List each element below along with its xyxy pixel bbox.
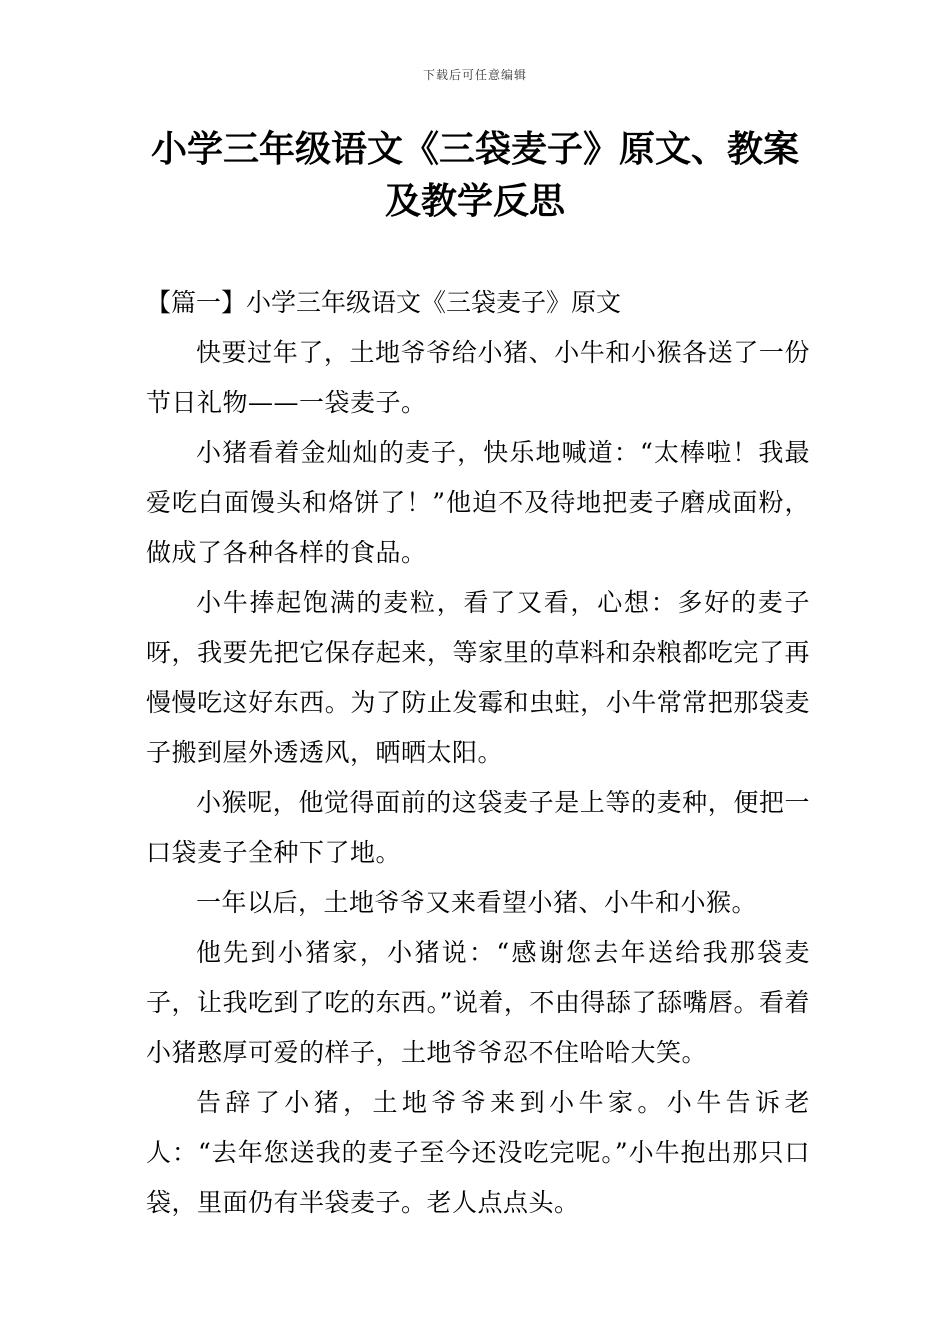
paragraph-5: 一年以后，土地爷爷又来看望小猪、小牛和小猴。 xyxy=(196,888,758,917)
paragraph-3: 小牛捧起饱满的麦粒，看了又看，心想：多好的麦子呀，我要先把它保存起来，等家里的草料和杂粮都吃完了再慢慢吃这好东西。为了防止发霉和虫蛀，小牛常常把那袋麦子搬到屋外透透风，晒晒太阳。 xyxy=(146,588,810,767)
document-body xyxy=(146,278,810,1228)
header-note: 下载后可任意编辑 xyxy=(422,68,527,82)
paragraph-2: 小猪看着金灿灿的麦子，快乐地喊道：“太棒啦！我最爱吃白面馒头和烙饼了！”他迫不及待地把麦子磨成面粉，做成了各种各样的食品。 xyxy=(146,438,810,567)
title-line-1: 小学三年级语文《三袋麦子》原文、教案 xyxy=(150,129,799,170)
paragraph-4: 小猴呢，他觉得面前的这袋麦子是上等的麦种，便把一口袋麦子全种下了地。 xyxy=(146,788,810,867)
paragraph-1: 快要过年了，土地爷爷给小猪、小牛和小猴各送了一份节日礼物——一袋麦子。 xyxy=(146,338,810,417)
page-title xyxy=(120,124,830,228)
paragraph-6: 他先到小猪家，小猪说：“感谢您去年送给我那袋麦子，让我吃到了吃的东西。”说着，不由得舔了舔嘴唇。看着小猪憨厚可爱的样子，土地爷爷忍不住哈哈大笑。 xyxy=(146,938,810,1067)
section-heading: 【篇一】小学三年级语文《三袋麦子》原文 xyxy=(146,288,622,317)
title-line-2: 及教学反思 xyxy=(384,181,565,222)
paragraph-7: 告辞了小猪，土地爷爷来到小牛家。小牛告诉老人：“去年您送我的麦子至今还没吃完呢。”小牛抱出那只口袋，里面仍有半袋麦子。老人点点头。 xyxy=(146,1088,810,1217)
